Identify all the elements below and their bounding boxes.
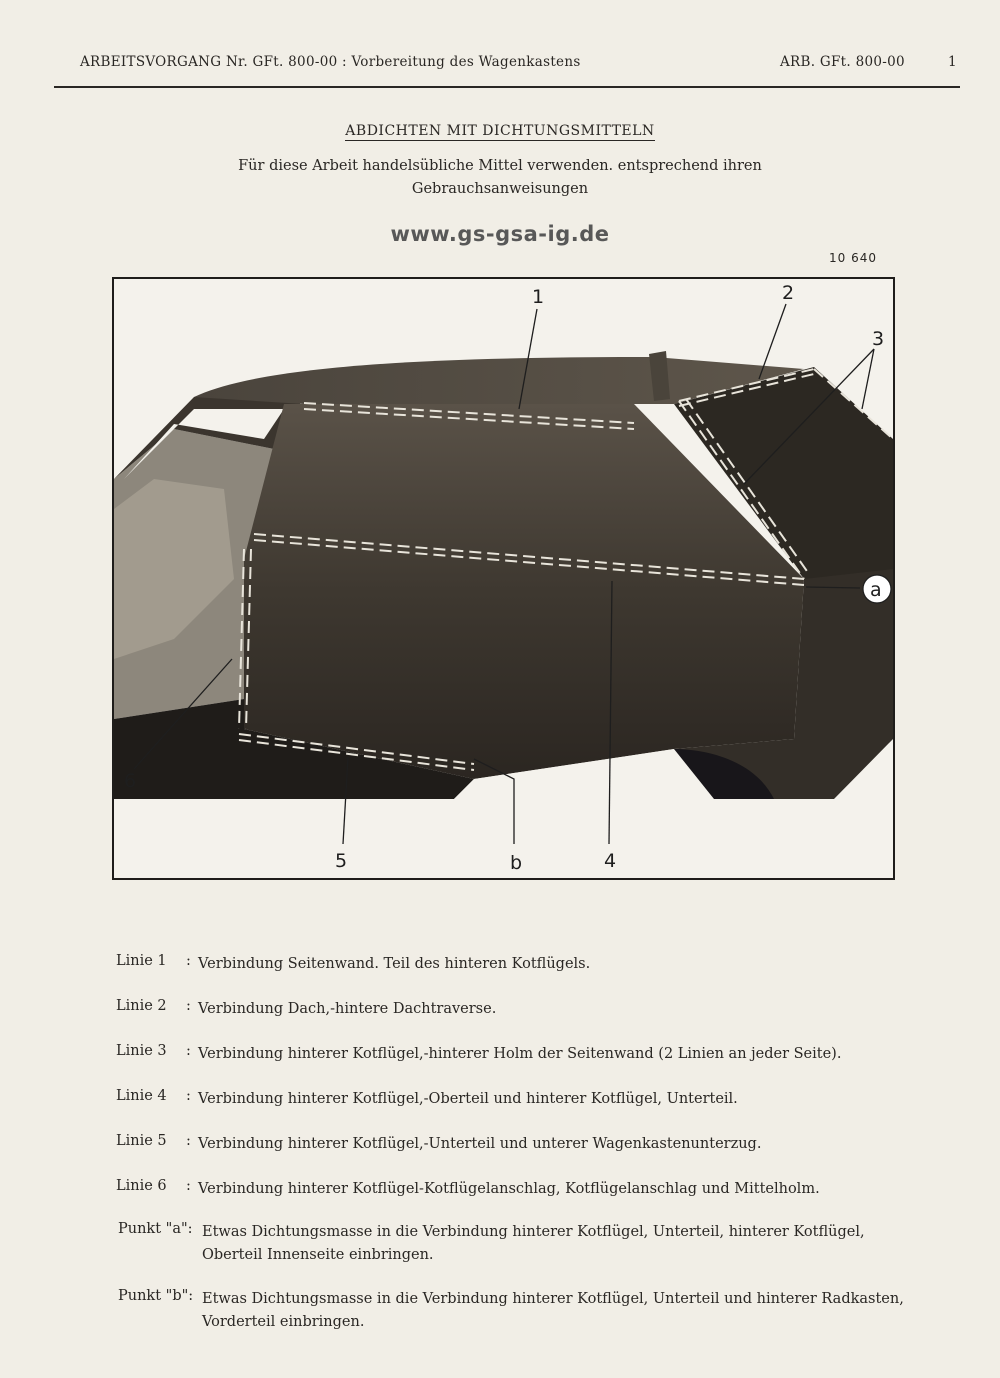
- section-subtitle: [0, 155, 1000, 201]
- point-key: Punkt "a":: [118, 1221, 193, 1237]
- callout-2: 2: [782, 282, 795, 304]
- point-text-line-1: Etwas Dichtungsmasse in die Verbindung hinterer Kotflügel, Unterteil, hinterer Kotflügel,: [202, 1224, 865, 1240]
- car-body-photo-figure: [112, 277, 895, 880]
- callout-b: b: [510, 852, 523, 874]
- point-text-line-2: Oberteil Innenseite einbringen.: [202, 1247, 434, 1263]
- legend-text: Verbindung hinterer Kotflügel,-hinterer Holm der Seitenwand (2 Linien an jeder Seite).: [198, 1046, 842, 1062]
- legend-colon: :: [186, 998, 191, 1014]
- callout-3: 3: [872, 328, 885, 350]
- legend-colon: :: [186, 1178, 191, 1194]
- legend-colon: :: [186, 1133, 191, 1149]
- section-title-text: ABDICHTEN MIT DICHTUNGSMITTELN: [345, 123, 655, 139]
- legend-key: Linie 6: [116, 1178, 167, 1194]
- point-text: [202, 1221, 932, 1267]
- point-text-line-1: Etwas Dichtungsmasse in die Verbindung hinterer Kotflügel, Unterteil und hinterer Radkasten,: [202, 1291, 904, 1307]
- legend-colon: :: [186, 953, 191, 969]
- subtitle-line-2: Gebrauchsanweisungen: [411, 181, 589, 197]
- point-text: [202, 1288, 932, 1334]
- legend-colon: :: [186, 1043, 191, 1059]
- header-operation-title: ARBEITSVORGANG Nr. GFt. 800-00 : Vorbereitung des Wagenkastens: [80, 54, 581, 70]
- legend-key: Linie 5: [116, 1133, 167, 1149]
- legend-text: Verbindung hinterer Kotflügel-Kotflügelanschlag, Kotflügelanschlag und Mittelholm.: [198, 1181, 820, 1197]
- legend-key: Linie 2: [116, 998, 167, 1014]
- legend-key: Linie 1: [116, 953, 167, 969]
- car-body-illustration: [114, 279, 893, 878]
- legend-text: Verbindung hinterer Kotflügel,-Oberteil und hinterer Kotflügel, Unterteil.: [198, 1091, 738, 1107]
- website-watermark: www.gs-gsa-ig.de: [390, 222, 610, 246]
- figure-number: 10 640: [829, 251, 877, 265]
- callout-4: 4: [604, 850, 617, 872]
- legend-key: Linie 3: [116, 1043, 167, 1059]
- callout-6: 6: [124, 770, 137, 792]
- point-key: Punkt "b":: [118, 1288, 194, 1304]
- page-number: 1: [948, 54, 957, 70]
- subtitle-line-1: Für diese Arbeit handelsübliche Mittel verwenden. entsprechend ihren: [238, 158, 762, 174]
- header-reference: ARB. GFt. 800-00: [780, 54, 905, 70]
- callout-5: 5: [335, 850, 348, 872]
- section-title: [0, 123, 1000, 139]
- callout-a: a: [870, 579, 882, 601]
- header-divider: [54, 86, 960, 88]
- legend-text: Verbindung Dach,-hintere Dachtraverse.: [198, 1001, 497, 1017]
- legend-text: Verbindung Seitenwand. Teil des hinteren Kotflügels.: [198, 956, 591, 972]
- point-text-line-2: Vorderteil einbringen.: [202, 1314, 365, 1330]
- legend-key: Linie 4: [116, 1088, 167, 1104]
- callout-1: 1: [532, 286, 545, 308]
- page-header: [80, 54, 960, 76]
- legend-colon: :: [186, 1088, 191, 1104]
- legend-text: Verbindung hinterer Kotflügel,-Unterteil und unterer Wagenkastenunterzug.: [198, 1136, 762, 1152]
